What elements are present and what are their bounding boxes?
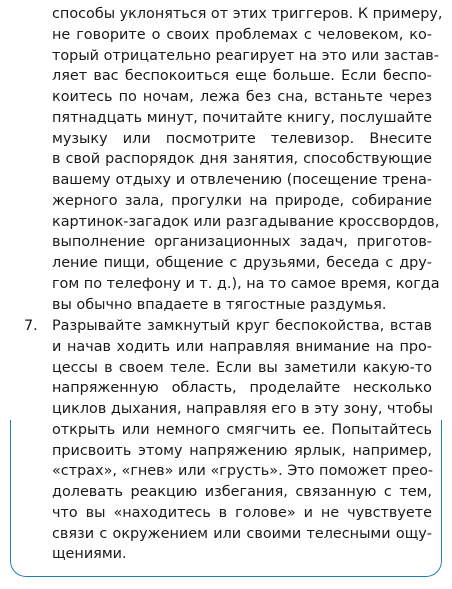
text-line: «страх», «гнев» или «грусть». Это поможет прео-	[52, 463, 434, 480]
text-line: щениями.	[52, 546, 127, 563]
text-line: музыку или посмотрите телевизор. Внесите	[52, 130, 432, 147]
text-line: связи с окружением или своими телесными ощу-	[52, 525, 432, 542]
text-line: Разрывайте замкнутый круг беспокойства, встав	[52, 318, 432, 334]
text-line: напряженную область, проделайте несколько	[52, 380, 432, 397]
text-line: вы обычно впадаете в тягостные раздумья.	[52, 296, 387, 313]
text-line: ляет вас беспокоиться еще больше. Если беспо-	[52, 68, 432, 85]
text-line: открыть или немного смягчить ее. Попытайтесь	[52, 421, 432, 438]
text-line: вашему отдыху и отвлечению (посещение трена-	[52, 172, 432, 188]
list-item-7	[52, 316, 432, 565]
text-line: что вы «находитесь в голове» и не чувствуете	[52, 504, 432, 521]
text-line: способы уклоняться от этих триггеров. К примеру,	[52, 6, 443, 22]
text-line: картинок-загадок или разгадывание кроссвордов,	[52, 213, 440, 230]
text-line: цессы в своем теле. Если вы заметили какую-то	[52, 359, 432, 376]
text-line: коитесь по ночам, лежа без сна, встаньте через	[52, 89, 432, 105]
list-item-continuation	[52, 4, 443, 315]
text-line: ление пищи, общение с друзьями, беседа с дру-	[52, 255, 432, 271]
text-line: не говорите о своих проблемах с человеком, ко-	[52, 26, 432, 43]
text-line: пятнадцать минут, почитайте книгу, послушайте	[52, 109, 432, 126]
text-line: торый отрицательно реагирует на это или застав-	[52, 47, 439, 64]
text-line: долевать реакцию избегания, связанную с тем,	[52, 484, 432, 500]
text-line: в свой распорядок дня занятия, способствующие	[52, 151, 432, 168]
text-line: и начав ходить или направляя внимание на про-	[52, 338, 432, 355]
text-line: жерного зала, прогулки на природе, собирание	[52, 192, 432, 209]
list-item-number: 7.	[24, 318, 38, 334]
text-line: присвоить этому напряжению ярлык, например,	[52, 442, 432, 459]
text-line: циклов дыхания, направляя его в эту зону, чтобы	[52, 401, 433, 417]
text-line: гом по телефону и т. д.), на то самое время, когда	[52, 275, 440, 292]
text-line: выполнение организационных задач, приготов-	[52, 234, 432, 251]
